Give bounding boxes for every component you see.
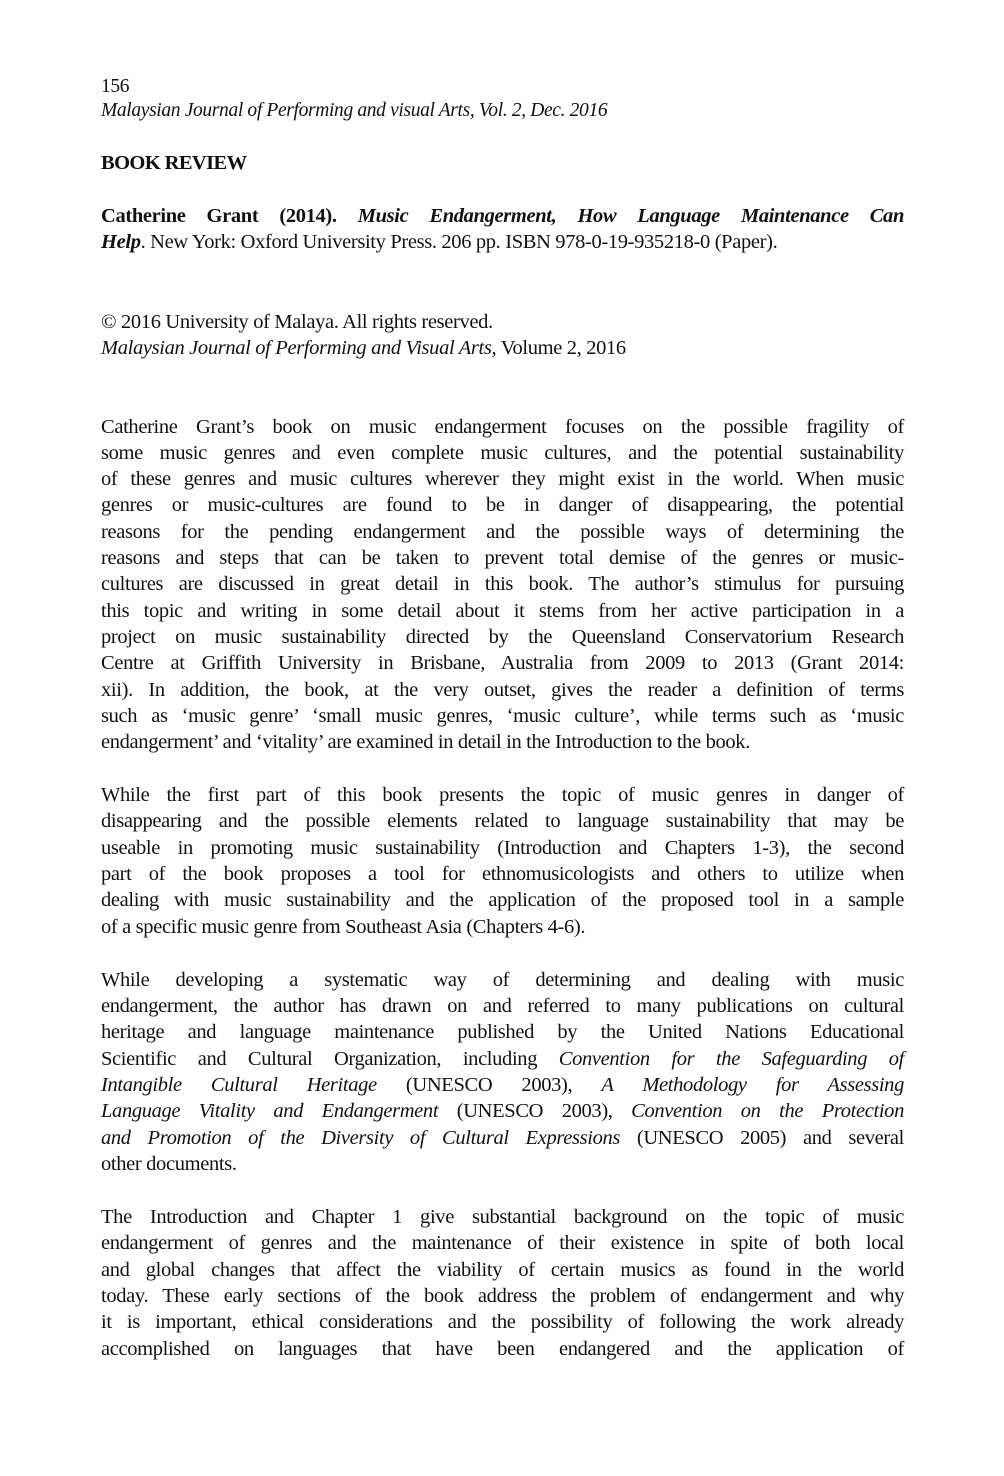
page-number: 156 [101, 76, 130, 97]
paragraph-line: endangerment, the author has drawn on and referred to many publications on cultural [101, 995, 904, 1017]
paragraph-line [101, 1072, 904, 1098]
paragraph-line: Centre at Griffith University in Brisbane, Australia from 2009 to 2013 (Grant 2014: [101, 652, 904, 674]
paragraph-line: xii). In addition, the book, at the very outset, gives the reader a definition of terms [101, 679, 904, 701]
copyright-journal-volume: , Volume 2, 2016 [491, 337, 626, 359]
paragraph-line: of a specific music genre from Southeast Asia (Chapters 4-6). [101, 916, 586, 938]
cited-work-title: Language Vitality and Endangerment [101, 1100, 439, 1122]
paragraph-line: endangerment’ and ‘vitality’ are examined in detail in the Introduction to the book. [101, 731, 750, 753]
citation-title-end: Help [101, 231, 141, 253]
citation-title: Music Endangerment, How Language Maintenance Can [357, 205, 905, 227]
copyright-journal [101, 335, 904, 361]
journal-header: Malaysian Journal of Performing and visual Arts, Vol. 2, Dec. 2016 [101, 100, 608, 121]
paragraph-line: The Introduction and Chapter 1 give substantial background on the topic of music [101, 1206, 904, 1228]
paragraph-line: disappearing and the possible elements related to language sustainability that may be [101, 810, 904, 832]
cited-work-title: and Promotion of the Diversity of Cultural Expressions [101, 1127, 621, 1149]
paragraph-line: cultures are discussed in great detail in this book. The author’s stimulus for pursuing [101, 573, 904, 595]
paragraph-line [101, 1098, 904, 1124]
cited-work-title: Intangible Cultural Heritage [101, 1074, 377, 1096]
cited-work-title: A Methodology for Assessing [601, 1074, 904, 1096]
paragraph-line: such as ‘music genre’ ‘small music genres, ‘music culture’, while terms such as ‘music [101, 705, 904, 727]
paragraph-line: While developing a systematic way of determining and dealing with music [101, 969, 904, 991]
paragraph-line: some music genres and even complete music cultures, and the potential sustainability [101, 442, 904, 464]
paragraph-line: it is important, ethical considerations and the possibility of following the work already [101, 1311, 904, 1333]
paragraph-line: heritage and language maintenance published by the United Nations Educational [101, 1021, 904, 1043]
paragraph-line: accomplished on languages that have been endangered and the application of [101, 1338, 904, 1360]
paragraph-line: reasons and steps that can be taken to prevent total demise of the genres or music- [101, 547, 904, 569]
line-text: (UNESCO 2003), [376, 1074, 602, 1096]
paragraph-line: Catherine Grant’s book on music endangerment focuses on the possible fragility of [101, 416, 904, 438]
citation-author-year: Catherine Grant (2014). [101, 205, 358, 227]
paragraph-line: genres or music-cultures are found to be in danger of disappearing, the potential [101, 494, 904, 516]
paragraph-line: While the first part of this book presents the topic of music genres in danger of [101, 784, 904, 806]
citation-line-2 [101, 229, 904, 255]
paragraph-line [101, 1046, 904, 1072]
citation-details: . New York: Oxford University Press. 206 pp. ISBN 978-0-19-935218-0 (Paper). [140, 231, 778, 253]
line-text: (UNESCO 2003), [438, 1100, 632, 1122]
line-text: (UNESCO 2005) and several [620, 1127, 904, 1149]
paragraph-line [101, 1125, 904, 1151]
citation-line-1 [101, 203, 904, 229]
section-heading: BOOK REVIEW [101, 152, 247, 174]
paragraph-line: project on music sustainability directed by the Queensland Conservatorium Research [101, 626, 904, 648]
paragraph-line: this topic and writing in some detail about it stems from her active participation in a [101, 600, 904, 622]
copyright-notice: © 2016 University of Malaya. All rights reserved. [101, 311, 493, 333]
cited-work-title: Convention on the Protection [631, 1100, 904, 1122]
paragraph-line: and global changes that affect the viability of certain musics as found in the world [101, 1259, 904, 1281]
paragraph-line: of these genres and music cultures wherever they might exist in the world. When music [101, 468, 904, 490]
copyright-journal-title: Malaysian Journal of Performing and Visual Arts [101, 337, 492, 359]
paragraph-line: endangerment of genres and the maintenance of their existence in spite of both local [101, 1232, 904, 1254]
paragraph-line: today. These early sections of the book address the problem of endangerment and why [101, 1285, 904, 1307]
paragraph-line: dealing with music sustainability and the application of the proposed tool in a sample [101, 889, 904, 911]
paragraph-line: reasons for the pending endangerment and the possible ways of determining the [101, 521, 904, 543]
line-text: Scientific and Cultural Organization, including [101, 1048, 559, 1070]
paragraph-line: part of the book proposes a tool for ethnomusicologists and others to utilize when [101, 863, 904, 885]
paragraph-line: useable in promoting music sustainability (Introduction and Chapters 1-3), the second [101, 837, 904, 859]
cited-work-title: Convention for the Safeguarding of [558, 1048, 905, 1070]
paragraph-line: other documents. [101, 1153, 237, 1175]
